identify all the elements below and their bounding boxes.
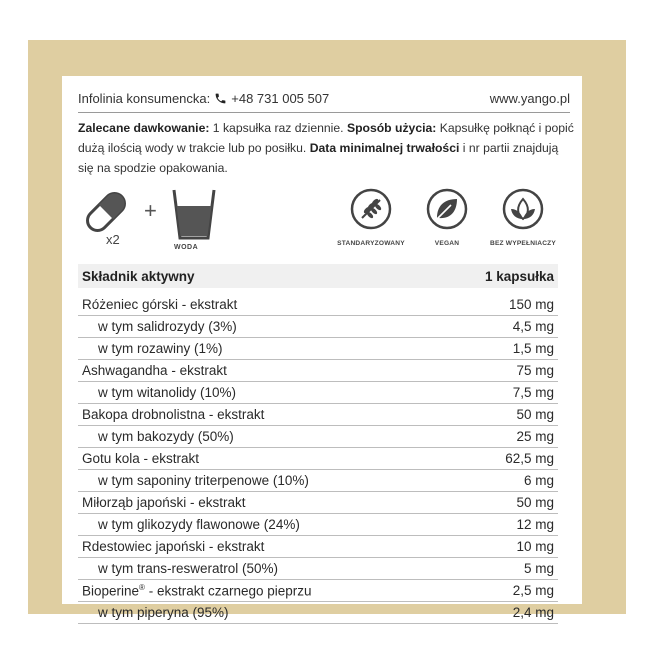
table-row (78, 316, 558, 338)
ingredient-name: w tym bakozydy (50%) (98, 429, 234, 444)
plant-icon (502, 188, 544, 230)
ingredient-name: w tym piperyna (95%) (98, 605, 229, 620)
ingredient-name: w tym glikozydy flawonowe (24%) (98, 517, 300, 532)
table-row (78, 294, 558, 316)
ingredients-table (78, 264, 558, 624)
ingredient-amount: 2,5 mg (512, 583, 554, 598)
ingredient-name: Bakopa drobnolistna - ekstrakt (82, 407, 265, 422)
ingredient-amount: 4,5 mg (512, 319, 554, 334)
phone-number: +48 731 005 507 (231, 90, 330, 106)
ingredient-amount: 1,5 mg (512, 341, 554, 356)
ingredient-name: Rdestowiec japoński - ekstrakt (82, 539, 265, 554)
usage-instructions (78, 118, 574, 178)
info-header (78, 88, 570, 108)
ingredient-amount: 50 mg (516, 407, 554, 422)
ingredient-amount: 150 mg (508, 297, 554, 312)
divider (78, 112, 570, 113)
water-label: WODA (174, 244, 199, 251)
ingredient-name: w tym trans-resweratrol (50%) (98, 561, 279, 576)
table-row (78, 602, 558, 624)
header-dose: 1 kapsułka (484, 268, 554, 284)
dosage-text: 1 kapsułka raz dziennie. (209, 121, 347, 135)
ingredient-amount: 25 mg (516, 429, 554, 444)
usage-label: Sposób użycia: (346, 121, 437, 135)
ingredient-name: w tym rozawiny (1%) (98, 341, 223, 356)
ingredient-amount: 75 mg (516, 363, 554, 378)
ingredient-amount: 62,5 mg (505, 451, 554, 466)
table-row (78, 558, 558, 580)
ingredient-name: Ashwagandha - ekstrakt (82, 363, 227, 378)
capsule-icon (80, 186, 132, 238)
table-row (78, 360, 558, 382)
table-row (78, 580, 558, 602)
ingredient-amount: 12 mg (516, 517, 554, 532)
badge-label-vegan: VEGAN (434, 240, 460, 247)
ingredient-amount: 7,5 mg (512, 385, 554, 400)
plus-sign: + (144, 198, 157, 223)
table-row (78, 492, 558, 514)
table-row (78, 470, 558, 492)
ingredient-name: Bioperine® - ekstrakt czarnego pieprzu (82, 582, 312, 599)
table-row (78, 536, 558, 558)
ingredient-amount: 50 mg (516, 495, 554, 510)
ingredient-name: Różeniec górski - ekstrakt (82, 297, 238, 312)
table-row (78, 382, 558, 404)
website-link[interactable]: www.yango.pl (489, 90, 570, 106)
ingredient-amount: 5 mg (523, 561, 554, 576)
ingredient-amount: 10 mg (516, 539, 554, 554)
ingredient-amount: 2,4 mg (512, 605, 554, 620)
expiry-label: Data minimalnej trwałości (309, 141, 460, 155)
water-glass-icon (170, 186, 218, 242)
ingredient-amount: 6 mg (523, 473, 554, 488)
ingredient-name: w tym saponiny triterpenowe (10%) (98, 473, 309, 488)
ingredient-name: w tym witanolidy (10%) (98, 385, 237, 400)
header-ingredient: Składnik aktywny (82, 268, 195, 284)
ingredient-name: w tym salidrozydy (3%) (98, 319, 237, 334)
table-row (78, 404, 558, 426)
wheat-icon (350, 188, 392, 230)
badge-label-no-fillers: BEZ WYPEŁNIACZY (489, 240, 556, 247)
leaf-icon (426, 188, 468, 230)
infoline (78, 91, 329, 106)
infoline-label: Infolinia konsumencka: (78, 90, 211, 106)
icon-row (78, 186, 578, 256)
ingredient-name: Gotu kola - ekstrakt (82, 451, 200, 466)
table-row (78, 426, 558, 448)
table-row (78, 514, 558, 536)
usage-text: Kapsułkę połknąć i popić dużą ilością wody w trakcie lub po posiłku. (78, 121, 574, 155)
capsule-count: x2 (106, 232, 120, 247)
table-row (78, 448, 558, 470)
dosage-label: Zalecane dawkowanie: (78, 121, 210, 135)
expiry-text: i nr partii znajdują się na spodzie opakowania. (78, 141, 559, 175)
table-row (78, 338, 558, 360)
ingredient-name: Miłorząb japoński - ekstrakt (82, 495, 246, 510)
table-header (78, 264, 558, 288)
badge-label-standardized: STANDARYZOWANY (337, 240, 405, 247)
table-body (78, 294, 558, 624)
phone-icon (214, 92, 227, 105)
